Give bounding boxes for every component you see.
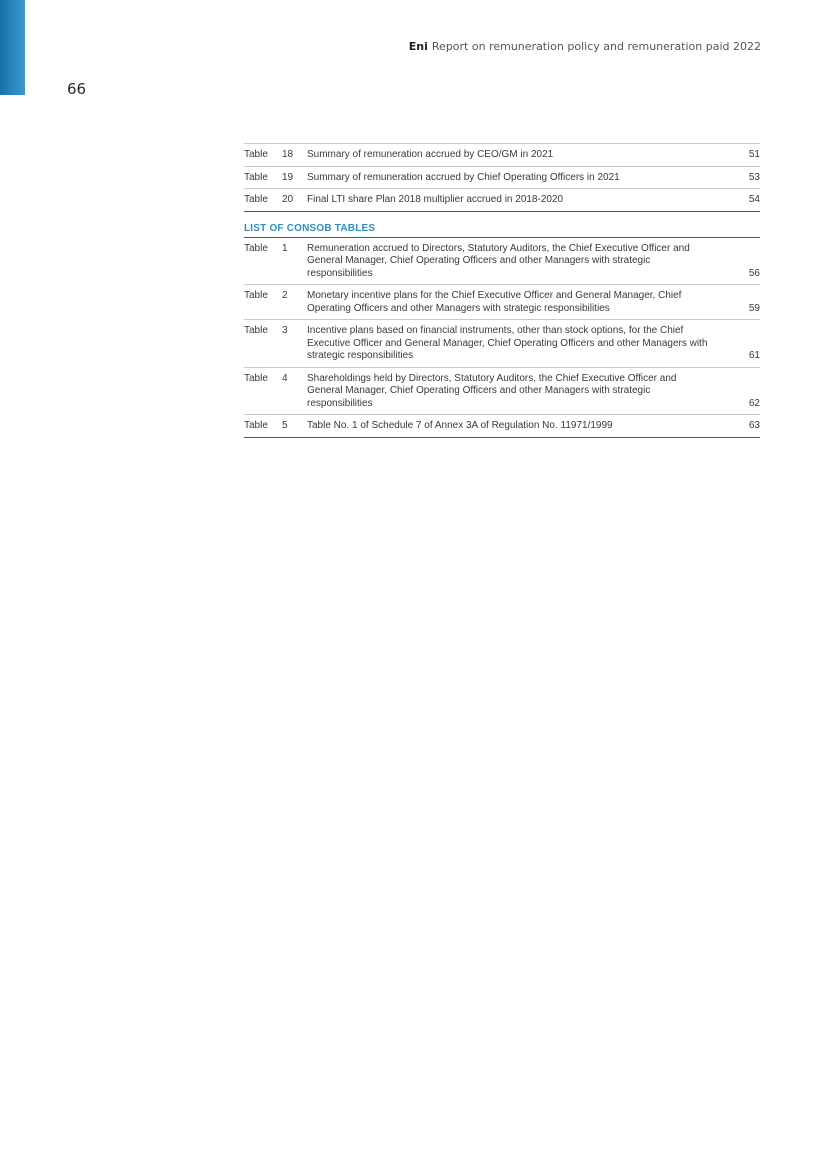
toc-row-number: 20 bbox=[282, 194, 294, 205]
toc-row[interactable] bbox=[244, 167, 760, 190]
toc-row-description: Remuneration accrued to Directors, Statutory Auditors, the Chief Executive Officer and General Manager, Chief Operating Officers and other Managers with strategic responsibilities bbox=[307, 242, 690, 279]
toc-row-page: 56 bbox=[748, 267, 760, 279]
toc-row-label: Table bbox=[244, 171, 268, 183]
toc-row-label: Table bbox=[244, 290, 268, 301]
toc-row-label: Table bbox=[244, 149, 268, 160]
toc-row-label: Table bbox=[244, 420, 268, 431]
toc-list-consob bbox=[244, 238, 760, 438]
toc-row-label: Table bbox=[244, 194, 268, 205]
toc-row[interactable] bbox=[244, 285, 760, 320]
section-heading-consob: LIST OF CONSOB TABLES bbox=[244, 223, 760, 238]
toc-row-label: Table bbox=[244, 325, 268, 336]
toc-row-page: 51 bbox=[748, 149, 760, 160]
toc-row[interactable] bbox=[244, 415, 760, 438]
toc-row-number: 2 bbox=[282, 290, 288, 301]
toc-row-label: Table bbox=[244, 242, 268, 254]
toc-row-number: 3 bbox=[282, 325, 288, 336]
running-header bbox=[409, 40, 761, 53]
report-title: Report on remuneration policy and remuneration paid 2022 bbox=[431, 40, 761, 53]
toc-row-number: 1 bbox=[282, 242, 288, 254]
toc-row-number: 18 bbox=[282, 149, 294, 160]
side-tab-marker bbox=[0, 0, 25, 95]
toc-row-page: 63 bbox=[748, 420, 760, 431]
toc-row-description: Summary of remuneration accrued by Chief Operating Officers in 2021 bbox=[307, 171, 620, 183]
toc-row-page: 59 bbox=[748, 302, 760, 314]
table-of-contents bbox=[244, 143, 760, 438]
toc-row-description: Monetary incentive plans for the Chief Executive Officer and General Manager, Chief Operating Officers and other Managers with strategic responsibilities bbox=[307, 290, 682, 314]
toc-row-description: Incentive plans based on financial instruments, other than stock options, for the Chief Executive Officer and General Manager, Chief Operating Officers and other Managers with strategic responsibilities bbox=[307, 325, 708, 361]
toc-row[interactable] bbox=[244, 320, 760, 368]
toc-list-continued bbox=[244, 143, 760, 212]
brand-name: Eni bbox=[408, 40, 428, 53]
toc-row[interactable] bbox=[244, 368, 760, 416]
toc-row-page: 53 bbox=[748, 171, 760, 183]
toc-row[interactable] bbox=[244, 238, 760, 286]
toc-row-description: Summary of remuneration accrued by CEO/GM in 2021 bbox=[307, 149, 554, 160]
toc-row-number: 5 bbox=[282, 420, 288, 431]
toc-row-description: Table No. 1 of Schedule 7 of Annex 3A of Regulation No. 11971/1999 bbox=[307, 420, 613, 431]
toc-row-description: Shareholdings held by Directors, Statutory Auditors, the Chief Executive Officer and General Manager, Chief Operating Officers and other Managers with strategic responsibilities bbox=[307, 372, 677, 409]
toc-row-number: 19 bbox=[282, 171, 294, 183]
toc-row-label: Table bbox=[244, 372, 268, 384]
toc-row[interactable] bbox=[244, 144, 760, 167]
toc-row-page: 54 bbox=[748, 194, 760, 205]
toc-row-number: 4 bbox=[282, 372, 288, 384]
toc-row[interactable] bbox=[244, 189, 760, 212]
toc-row-description: Final LTI share Plan 2018 multiplier accrued in 2018-2020 bbox=[307, 194, 564, 205]
toc-row-page: 61 bbox=[748, 350, 760, 361]
toc-row-page: 62 bbox=[748, 397, 760, 409]
page-number: 66 bbox=[67, 80, 87, 98]
